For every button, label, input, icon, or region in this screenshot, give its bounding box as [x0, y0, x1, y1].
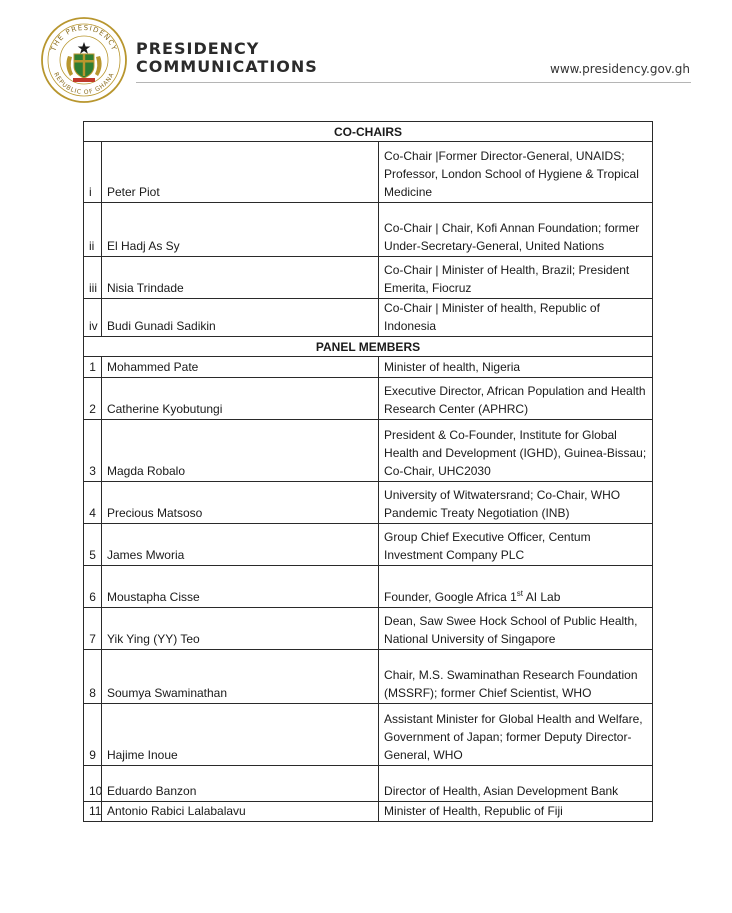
row-number: i — [84, 142, 102, 203]
row-number: 4 — [84, 482, 102, 524]
member-role: Executive Director, African Population and Health Research Center (APHRC) — [379, 378, 653, 420]
table-row — [84, 378, 653, 420]
website-url: www.presidency.gov.gh — [550, 62, 690, 76]
member-name: Precious Matsoso — [101, 482, 378, 524]
member-name: Magda Robalo — [101, 420, 378, 482]
member-role: Co-Chair |Former Director-General, UNAIDS; Professor, London School of Hygiene & Tropical Medicine — [379, 142, 653, 203]
row-number: ii — [84, 203, 102, 257]
table-row — [84, 142, 653, 203]
org-name-line1: PRESIDENCY — [136, 39, 260, 58]
member-role: President & Co-Founder, Institute for Global Health and Development (IGHD), Guinea-Bissau; Co-Chair, UHC2030 — [379, 420, 653, 482]
member-name: Peter Piot — [101, 142, 378, 203]
panel-members-table — [83, 121, 653, 822]
member-name: Catherine Kyobutungi — [101, 378, 378, 420]
table-row — [84, 524, 653, 566]
member-role: Assistant Minister for Global Health and Welfare, Government of Japan; former Deputy Director-General, WHO — [379, 704, 653, 766]
table-row — [84, 704, 653, 766]
role-prefix: Founder, Google Africa 1 — [384, 590, 517, 604]
member-name: Hajime Inoue — [101, 704, 378, 766]
row-number: 10 — [84, 766, 102, 802]
member-role: Director of Health, Asian Development Bank — [379, 766, 653, 802]
member-role: Minister of health, Nigeria — [379, 357, 653, 378]
table-row — [84, 608, 653, 650]
member-name: Eduardo Banzon — [101, 766, 378, 802]
table-row — [84, 766, 653, 802]
member-name: Budi Gunadi Sadikin — [101, 299, 378, 337]
row-number: 5 — [84, 524, 102, 566]
section-title-cochairs: CO-CHAIRS — [84, 122, 653, 142]
row-number: iv — [84, 299, 102, 337]
member-role: University of Witwatersrand; Co-Chair, WHO Pandemic Treaty Negotiation (INB) — [379, 482, 653, 524]
member-name: Soumya Swaminathan — [101, 650, 378, 704]
member-name: James Mworia — [101, 524, 378, 566]
table-row — [84, 257, 653, 299]
row-number: 7 — [84, 608, 102, 650]
member-name: Nisia Trindade — [101, 257, 378, 299]
letterhead — [0, 0, 732, 110]
row-number: 2 — [84, 378, 102, 420]
table-row — [84, 566, 653, 608]
table-row — [84, 802, 653, 822]
member-role: Group Chief Executive Officer, Centum Investment Company PLC — [379, 524, 653, 566]
row-number: 9 — [84, 704, 102, 766]
table-row — [84, 650, 653, 704]
svg-text:REPUBLIC OF GHANA: REPUBLIC OF GHANA — [52, 71, 116, 97]
table-row — [84, 357, 653, 378]
header-divider — [136, 82, 691, 83]
table-row — [84, 482, 653, 524]
presidency-seal-icon — [40, 16, 128, 104]
role-suffix: AI Lab — [523, 590, 561, 604]
member-role: Minister of Health, Republic of Fiji — [379, 802, 653, 822]
row-number: 6 — [84, 566, 102, 608]
member-role: Co-Chair | Chair, Kofi Annan Foundation; former Under-Secretary-General, United Nations — [379, 203, 653, 257]
member-name: El Hadj As Sy — [101, 203, 378, 257]
cochairs-heading-row — [84, 122, 653, 142]
table-row — [84, 299, 653, 337]
member-role: Dean, Saw Swee Hock School of Public Health, National University of Singapore — [379, 608, 653, 650]
organization-name — [136, 40, 318, 76]
member-name: Moustapha Cisse — [101, 566, 378, 608]
panel-members-heading-row — [84, 337, 653, 357]
member-role: Co-Chair | Minister of health, Republic of Indonesia — [379, 299, 653, 337]
member-role: Chair, M.S. Swaminathan Research Foundation (MSSRF); former Chief Scientist, WHO — [379, 650, 653, 704]
table-row — [84, 203, 653, 257]
org-name-line2: COMMUNICATIONS — [136, 57, 318, 76]
svg-text:THE PRESIDENCY: THE PRESIDENCY — [49, 23, 119, 53]
row-number: 8 — [84, 650, 102, 704]
role-superscript: st — [516, 589, 524, 598]
row-number: 11 — [84, 802, 102, 822]
member-name: Antonio Rabici Lalabalavu — [101, 802, 378, 822]
member-name: Yik Ying (YY) Teo — [101, 608, 378, 650]
row-number: iii — [84, 257, 102, 299]
section-title-panel-members: PANEL MEMBERS — [84, 337, 653, 357]
member-name: Mohammed Pate — [101, 357, 378, 378]
member-role — [379, 566, 653, 608]
row-number: 1 — [84, 357, 102, 378]
table-row — [84, 420, 653, 482]
member-role: Co-Chair | Minister of Health, Brazil; President Emerita, Fiocruz — [379, 257, 653, 299]
row-number: 3 — [84, 420, 102, 482]
